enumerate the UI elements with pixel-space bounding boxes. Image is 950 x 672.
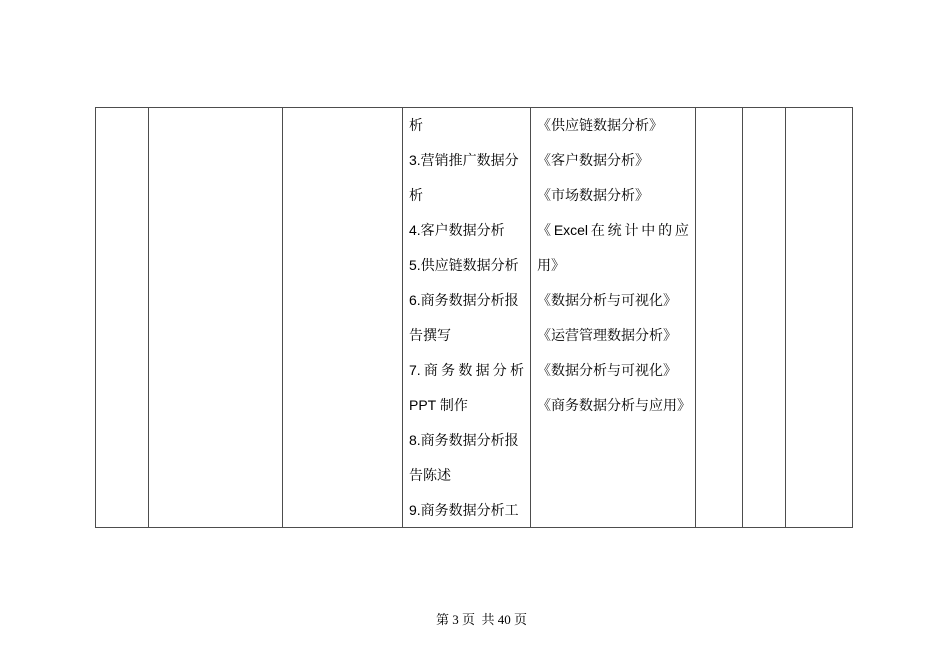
task-line: 告撰写 (409, 327, 451, 343)
task-line: 告陈述 (409, 467, 451, 483)
table-cell-empty-2 (149, 108, 283, 527)
page-footer (0, 593, 950, 644)
course-table (95, 107, 853, 528)
task-line: 6.商务数据分析报 (409, 292, 519, 308)
table-cell-empty-3 (283, 108, 403, 527)
book-line: 《供应链数据分析》 (537, 117, 663, 133)
table-cell-empty-1 (96, 108, 149, 527)
table-cell-empty-6 (786, 108, 852, 527)
page-number-text: 第 3 页 共 40 页 (435, 612, 527, 627)
book-line: 用》 (537, 257, 565, 273)
book-line: 《 Excel 在 统 计 中 的 应 (537, 222, 689, 238)
task-line: 8.商务数据分析报 (409, 432, 519, 448)
tasks-cell (403, 108, 531, 527)
book-line: 《市场数据分析》 (537, 187, 649, 203)
task-line: 9.商务数据分析工 (409, 502, 519, 518)
task-line: 4.客户数据分析 (409, 222, 505, 238)
task-line: 析 (409, 187, 423, 203)
task-line: 析 (409, 117, 423, 133)
task-line: 3.营销推广数据分 (409, 152, 519, 168)
book-line: 《数据分析与可视化》 (537, 362, 677, 378)
book-line: 《商务数据分析与应用》 (537, 397, 691, 413)
task-line: PPT 制作 (409, 397, 468, 413)
book-line: 《运营管理数据分析》 (537, 327, 677, 343)
books-cell (531, 108, 696, 527)
book-line: 《数据分析与可视化》 (537, 292, 677, 308)
task-line: 5.供应链数据分析 (409, 257, 519, 273)
table-cell-empty-5 (743, 108, 786, 527)
book-line: 《客户数据分析》 (537, 152, 649, 168)
task-line: 7. 商 务 数 据 分 析 (409, 362, 524, 378)
table-cell-empty-4 (696, 108, 743, 527)
